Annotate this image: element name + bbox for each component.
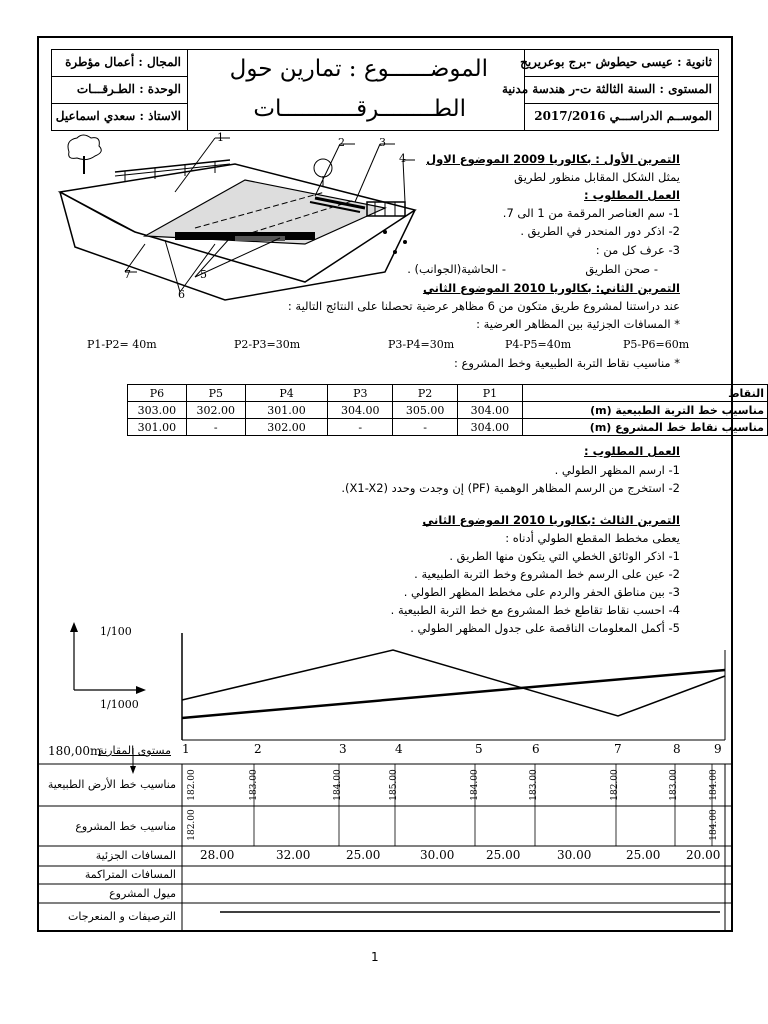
- natural-elev-2: 183.00: [248, 769, 259, 801]
- table-cell: 304.00: [328, 402, 393, 419]
- level-text: المستوى : السنة الثالثة ت-ر هندسة مدنية: [525, 77, 718, 104]
- ex2-line2: * المسافات الجزئية بين المظاهر العرضية :: [476, 317, 680, 331]
- partial-dist-6: 30.00: [557, 848, 592, 862]
- point-6: 6: [532, 742, 540, 756]
- partial-dist-4: 30.00: [420, 848, 455, 862]
- natural-elev-9: 184.00: [708, 769, 719, 801]
- partial-dist-1: 28.00: [200, 848, 235, 862]
- ex3-q5: 5- أكمل المعلومات الناقصة على جدول المظهر الطولي .: [410, 621, 680, 635]
- callout-5: 5: [200, 268, 207, 281]
- dist-p4p5: P4-P5=40m: [505, 338, 572, 351]
- natural-elev-5: 184.00: [469, 769, 480, 801]
- point-7: 7: [614, 742, 622, 756]
- ex1-q1: 1- سم العناصر المرقمة من 1 الى 7.: [502, 206, 680, 220]
- ex1-title: التمرين الأول : بكالوريا 2009 الموضوع الاول: [426, 152, 680, 166]
- title-line1: الموضــــــوع : تمارين حول: [229, 56, 488, 82]
- ex1-q2: 2- اذكر دور المنحدر في الطريق .: [520, 224, 680, 238]
- callout-3: 3: [379, 136, 386, 149]
- unit-text: الوحدة : الطـرقـــات: [52, 77, 187, 104]
- table-cell: 304.00: [457, 402, 522, 419]
- row-label-cumulative: المسافات المتراكمة: [84, 868, 176, 881]
- project-line: [182, 670, 725, 718]
- table-cell: -: [393, 419, 458, 436]
- scale-vertical: 1/100: [100, 625, 132, 638]
- field-text: المجال : أعمال مؤطرة: [52, 50, 187, 77]
- ex3-q4: 4- احسب نقاط تقاطع خط المشروع مع خط التربة الطبيعية .: [390, 603, 680, 617]
- dist-p2p3: P2-P3=30m: [234, 338, 301, 351]
- dist-p5p6: P5-P6=60m: [623, 338, 690, 351]
- callout-6: 6: [178, 288, 185, 301]
- ex1-task: العمل المطلوب :: [584, 188, 680, 202]
- ex1-q3b: - الحاشية(الجوانب) .: [407, 262, 506, 276]
- school-text: ثانوية : عيسى حيطوش -برج بوعريريج: [525, 50, 718, 77]
- ex2-q1: 1- ارسم المظهر الطولي .: [554, 463, 680, 477]
- ex2-q2: 2- استخرج من الرسم المظاهر الوهمية (PF) إن وجدت وحدد (X1-X2).: [341, 481, 680, 495]
- table-cell: P1: [457, 385, 522, 402]
- point-5: 5: [475, 742, 483, 756]
- table-cell: -: [186, 419, 245, 436]
- table-cell: P2: [393, 385, 458, 402]
- row-label-natural: مناسيب خط الأرض الطبيعية: [47, 778, 176, 791]
- table-cell: P4: [245, 385, 328, 402]
- project-elev-1: 182.00: [186, 809, 197, 841]
- table-cell: 302.00: [186, 402, 245, 419]
- point-3: 3: [339, 742, 347, 756]
- table-row-label: مناسيب نقاط خط المشروع (m): [522, 419, 767, 436]
- row-label-project: مناسيب خط المشروع: [75, 820, 176, 833]
- row-label-slopes: ميول المشروع: [109, 887, 176, 900]
- partial-dist-2: 32.00: [276, 848, 311, 862]
- ex3-q1: 1- اذكر الوثائق الخطي التي يتكون منها الطريق .: [449, 549, 680, 563]
- natural-elev-8: 183.00: [668, 769, 679, 801]
- title-line2: الطــــــــرقـــــــــــات: [253, 96, 466, 122]
- year-text: الموســم الدراســـي 2017/2016: [534, 109, 712, 123]
- ex3-q3: 3- بين مناطق الحفر والردم على مخطط المظهر الطولي .: [403, 585, 680, 599]
- row-label-alignment: الترصيفات و المنعرجات: [67, 910, 176, 923]
- callout-2: 2: [338, 136, 345, 149]
- natural-elev-6: 183.00: [528, 769, 539, 801]
- natural-ground-line: [182, 650, 725, 716]
- table-cell: P5: [186, 385, 245, 402]
- natural-elev-3: 184.00: [332, 769, 343, 801]
- table-cell: P3: [328, 385, 393, 402]
- ex2-task: العمل المطلوب :: [584, 444, 680, 458]
- reference-level: 180,00m: [48, 744, 102, 758]
- ex3-title: التمرين الثالث :بكالوريا 2010 الموضوع الثاني: [422, 513, 680, 527]
- natural-elev-7: 182.00: [609, 769, 620, 801]
- page-number: 1: [371, 950, 379, 964]
- point-9: 9: [714, 742, 722, 756]
- dist-p1p2: P1-P2= 40m: [87, 338, 157, 351]
- table-cell: -: [328, 419, 393, 436]
- point-2: 2: [254, 742, 262, 756]
- natural-elev-4: 185.00: [388, 769, 399, 801]
- ex3-q2: 2- عين على الرسم خط المشروع وخط التربة الطبيعية .: [414, 567, 680, 581]
- partial-dist-5: 25.00: [486, 848, 521, 862]
- point-1: 1: [182, 742, 190, 756]
- table-cell: P6: [128, 385, 187, 402]
- point-4: 4: [395, 742, 403, 756]
- teacher-text: الاستاذ : سعدي اسماعيل: [55, 109, 181, 123]
- partial-dist-8: 20.00: [686, 848, 721, 862]
- natural-elev-1: 182.00: [186, 769, 197, 801]
- table-cell: 303.00: [128, 402, 187, 419]
- ex2-line1: عند دراستنا لمشروع طريق متكون من 6 مظاهر عرضية تحصلنا على النتائج التالية :: [287, 299, 680, 313]
- callout-7: 7: [124, 268, 131, 281]
- scale-horizontal: 1/1000: [100, 698, 139, 711]
- table-cell: 301.00: [245, 402, 328, 419]
- ex1-line1: يمثل الشكل المقابل منظور لطريق: [514, 170, 680, 184]
- table-header-label: النقاط: [522, 385, 767, 402]
- ex2-line3: * مناسيب نقاط التربة الطبيعية وخط المشروع :: [454, 356, 680, 370]
- point-8: 8: [673, 742, 681, 756]
- callout-1: 1: [217, 131, 224, 144]
- ex1-q3a: - صحن الطريق: [585, 262, 658, 276]
- project-elev-9: 184.00: [708, 809, 719, 841]
- table-cell: 302.00: [245, 419, 328, 436]
- ex1-q3: 3- عرف كل من :: [595, 243, 680, 257]
- table-cell: 304.00: [457, 419, 522, 436]
- partial-dist-3: 25.00: [346, 848, 381, 862]
- table-cell: 305.00: [393, 402, 458, 419]
- partial-dist-7: 25.00: [626, 848, 661, 862]
- table-cell: 301.00: [128, 419, 187, 436]
- ex3-line1: يعطى مخطط المقطع الطولي أدناه :: [505, 531, 680, 545]
- ex2-title: التمرين الثاني: بكالوريا 2010 الموضوع الثاني: [422, 281, 680, 295]
- row-label-partial: المسافات الجزئية: [95, 849, 176, 862]
- dist-p3p4: P3-P4=30m: [388, 338, 455, 351]
- table-row-label: مناسيب خط التربة الطبيعية (m): [522, 402, 767, 419]
- reference-label: مستوى المقارنة: [98, 744, 171, 757]
- callout-4: 4: [399, 152, 406, 165]
